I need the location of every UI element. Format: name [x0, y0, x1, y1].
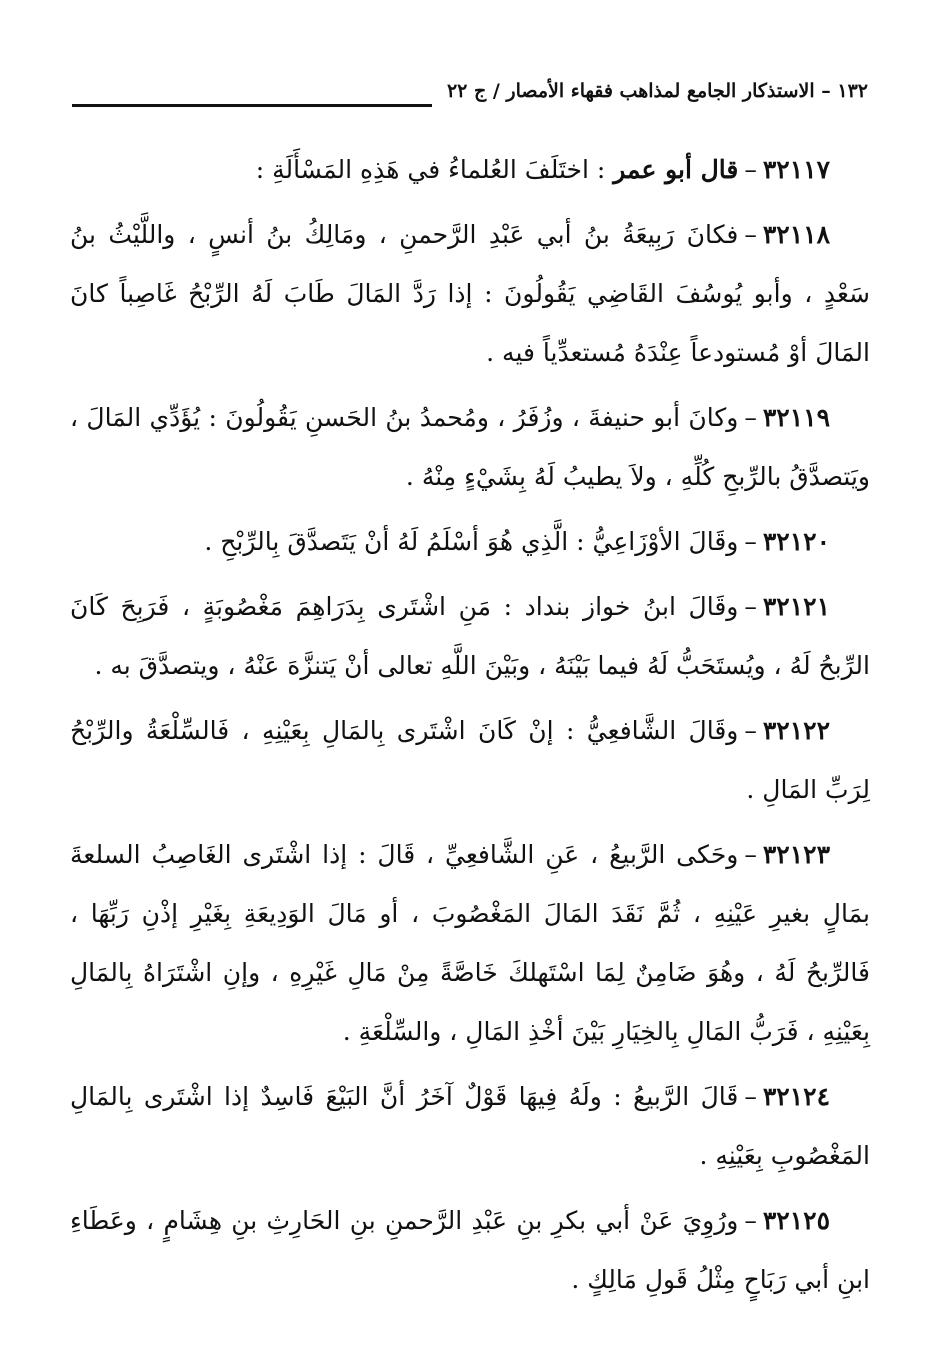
paragraph-text: فكانَ رَبِيعَةُ بنُ أبي عَبْدِ الرَّحمنِ ، ومَالِكُ بنُ أنسٍ ، واللَّيْثُ بنُ سَعْدٍ ، وأبو يُوسُفَ القَاضِي يَقُولُونَ : إذا رَدَّ المَالَ طَابَ لَهُ الرِّبْحُ غَاصِباً كانَ المَالَ أوْ مُستودعاً عِنْدَهُ مُستعدِّياً فيه . — [70, 220, 870, 367]
paragraph-32122 — [70, 701, 870, 819]
paragraph-number: ٣٢١٢٥ — [762, 1206, 830, 1235]
paragraph-text: وقَالَ ابنُ خواز بنداد : مَنِ اشْتَرى بِدَرَاهِمَ مَغْصُوبَةٍ ، فَرَبِحَ كَانَ الرِّبحُ لَهُ ، ويُستَحَبُّ لَهُ فيما بَيْنَهُ ، وبَيْنَ اللَّهِ تعالى أنْ يَتنزَّهَ عَنْهُ ، ويتصدَّقَ به . — [70, 592, 870, 680]
paragraph-dash: – — [744, 527, 757, 556]
header-rule — [72, 104, 432, 107]
paragraph-32119 — [70, 388, 870, 506]
paragraph-dash: – — [744, 716, 757, 745]
paragraph-number: ٣٢١١٨ — [762, 220, 830, 249]
paragraph-32120 — [70, 512, 870, 571]
paragraph-dash: – — [744, 155, 757, 184]
paragraph-dash: – — [744, 403, 757, 432]
paragraph-32118 — [70, 205, 870, 382]
paragraph-text: وحَكى الرَّبيعُ ، عَنِ الشَّافعِيِّ ، قَالَ : إذا اشْتَرى الغَاصِبُ السلعةَ بمَالٍ بغيرِ عَيْنِهِ ، ثُمَّ نَقَدَ المَالَ المَغْصُوبَ ، أو مَالَ الوَدِيعَةِ بِغَيْرِ إذْنِ رَبِّهَا ، فَالرِّبحُ لَهُ ، وهُوَ ضَامِنٌ لِمَا اسْتَهلكَ خَاصَّةً مِنْ مَالِ غَيْرِهِ ، وإنِ اشْتَرَاهُ بِالمَالِ بِعَيْنِهِ ، فَرَبُّ المَالِ بِالخِيَارِ بَيْنَ أخْذِ المَالِ ، والسِّلْعَةِ . — [70, 840, 870, 1046]
paragraph-dash: – — [744, 592, 757, 621]
paragraph-32124 — [70, 1067, 870, 1185]
paragraph-text: قَالَ الرَّبيعُ : ولَهُ فِيهَا قَوْلٌ آخَرُ أنَّ البَيْعَ فَاسِدٌ إذا اشْتَرى بِالمَالِ المَغْصُوبِ بِعَيْنِهِ . — [70, 1082, 870, 1170]
paragraph-number: ٣٢١٢٢ — [762, 716, 830, 745]
paragraph-number: ٣٢١١٧ — [762, 155, 830, 184]
paragraph-number: ٣٢١٢٠ — [762, 527, 830, 556]
running-header: ١٣٢ – الاستذكار الجامع لمذاهب فقهاء الأمصار / ج ٢٢ — [446, 80, 868, 102]
paragraph-text: وقَالَ الأوْزَاعِيُّ : الَّذِي هُوَ أسْلَمُ لَهُ أنْ يَتَصدَّقَ بِالرِّبْحِ . — [204, 527, 739, 556]
paragraph-number: ٣٢١٢١ — [762, 592, 830, 621]
paragraph-text: وقَالَ الشَّافعِيُّ : إنْ كَانَ اشْتَرى بِالمَالِ بِعَيْنِهِ ، فَالسِّلْعَةُ والرِّبْحُ لِرَبِّ المَالِ . — [70, 716, 870, 804]
paragraph-text: ورُوِيَ عَنْ أبي بكرِ بنِ عَبْدِ الرَّحمنِ بنِ الحَارِثِ بنِ هِشَامٍ ، وعَطَاءِ ابنِ أبي رَبَاحٍ مِثْلُ قَولِ مَالِكٍ . — [70, 1206, 870, 1294]
paragraph-dash: – — [744, 840, 757, 869]
paragraph-dash: – — [744, 220, 757, 249]
paragraph-dash: – — [744, 1082, 757, 1111]
paragraph-text: : اختَلَفَ العُلماءُ في هَذِهِ المَسْأَلَةِ : — [255, 155, 606, 184]
body-text — [70, 140, 870, 1315]
paragraph-number: ٣٢١٢٣ — [762, 840, 830, 869]
paragraph-32117 — [70, 140, 870, 199]
paragraph-32125 — [70, 1191, 870, 1309]
paragraph-32121 — [70, 577, 870, 695]
paragraph-text: وكانَ أبو حنيفةَ ، وزُفَرُ ، ومُحمدُ بنُ الحَسنِ يَقُولُونَ : يُؤَدِّي المَالَ ، ويَتصدَّقُ بالرِّبحِ كُلِّهِ ، ولاَ يطيبُ لَهُ بِشَيْءٍ مِنْهُ . — [70, 403, 870, 491]
paragraph-speaker: قال أبو عمر — [613, 155, 739, 184]
paragraph-number: ٣٢١١٩ — [762, 403, 830, 432]
paragraph-number: ٣٢١٢٤ — [762, 1082, 830, 1111]
paragraph-dash: – — [744, 1206, 757, 1235]
paragraph-32123 — [70, 825, 870, 1061]
